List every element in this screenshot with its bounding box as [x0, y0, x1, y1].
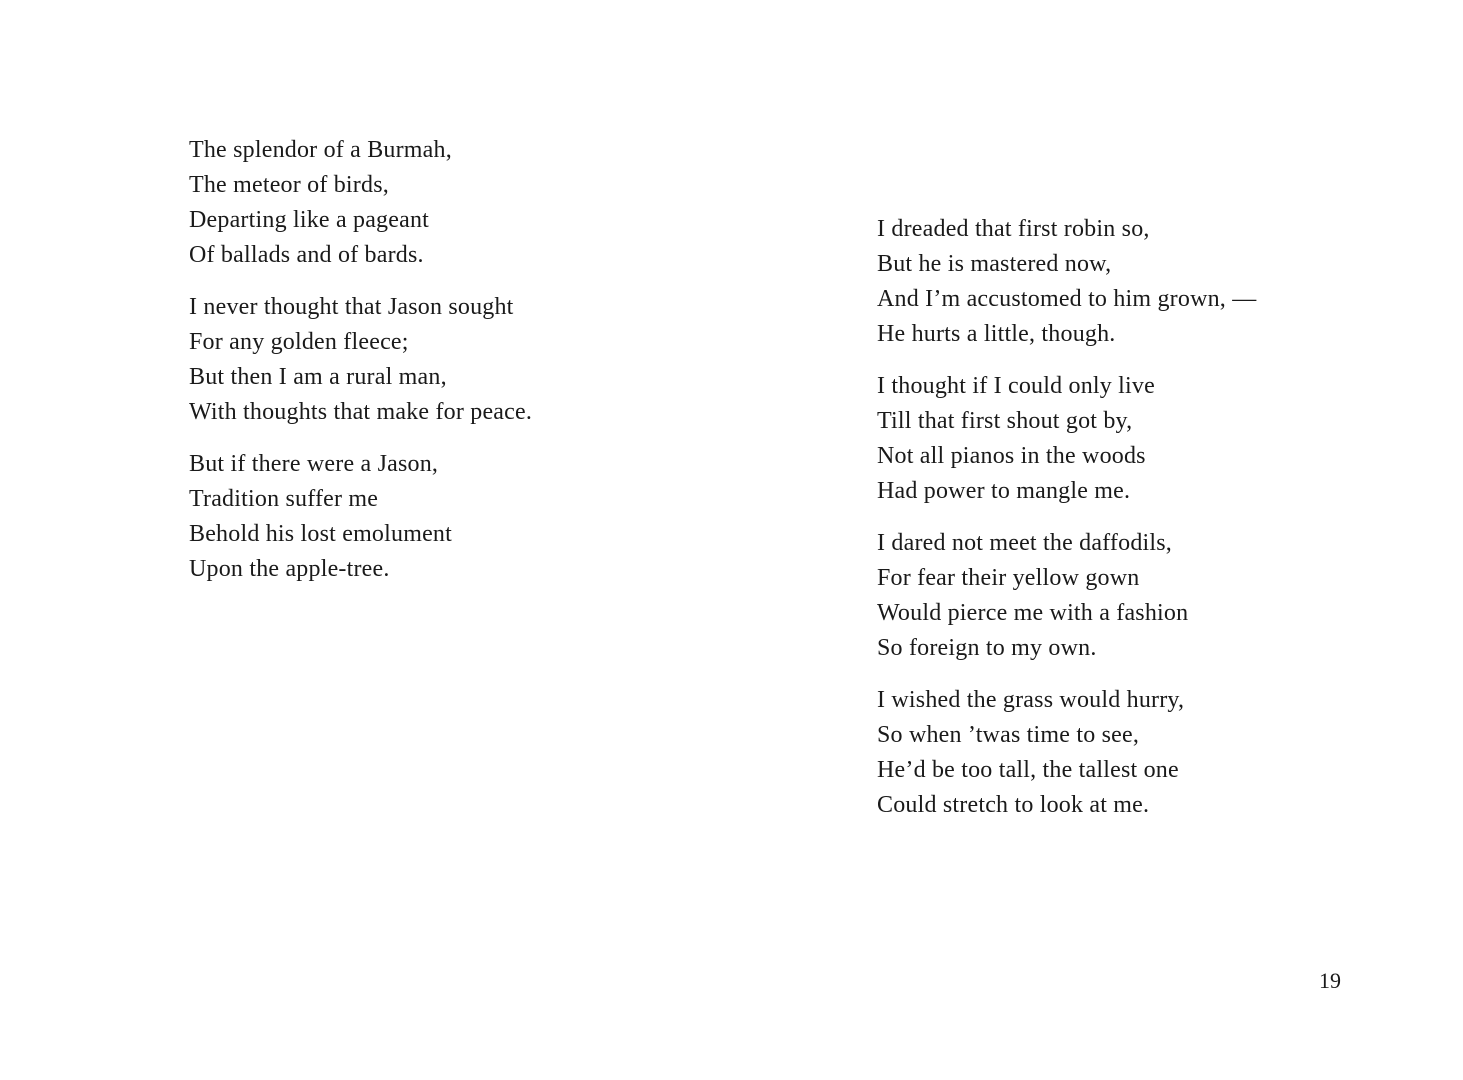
poem-line: But then I am a rural man,	[189, 364, 447, 390]
poem-line: Upon the apple-tree.	[189, 556, 390, 582]
stanza	[877, 683, 1256, 823]
poem-line: I dared not meet the daffodils,	[877, 530, 1172, 556]
right-poem-column	[877, 212, 1256, 840]
poem-line: For any golden fleece;	[189, 329, 409, 355]
page-number: 19	[1319, 968, 1341, 993]
poem-line: I wished the grass would hurry,	[877, 687, 1185, 713]
poem-line: Could stretch to look at me.	[877, 792, 1150, 818]
poem-line: Of ballads and of bards.	[189, 242, 424, 268]
poem-line: Would pierce me with a fashion	[877, 600, 1189, 626]
poem-line: He hurts a little, though.	[877, 321, 1116, 347]
poem-line: Departing like a pageant	[189, 207, 430, 233]
poem-line: For fear their yellow gown	[877, 565, 1140, 591]
poem-line: But he is mastered now,	[877, 251, 1112, 277]
poem-line: He’d be too tall, the tallest one	[877, 757, 1179, 783]
poem-line: Tradition suffer me	[189, 486, 379, 512]
poem-line: Not all pianos in the woods	[877, 443, 1146, 469]
poem-line: The splendor of a Burmah,	[189, 137, 452, 163]
left-poem-column	[189, 133, 532, 604]
poem-line: Had power to mangle me.	[877, 478, 1131, 504]
poem-line: So when ’twas time to see,	[877, 722, 1140, 748]
stanza	[189, 290, 532, 430]
stanza	[877, 369, 1256, 509]
poem-line: So foreign to my own.	[877, 635, 1097, 661]
poem-line: The meteor of birds,	[189, 172, 389, 198]
stanza	[189, 447, 532, 587]
stanza	[877, 212, 1256, 352]
poem-line: I dreaded that first robin so,	[877, 216, 1150, 242]
poem-line: I thought if I could only live	[877, 373, 1155, 399]
poem-line: But if there were a Jason,	[189, 451, 439, 477]
poem-line: I never thought that Jason sought	[189, 294, 514, 320]
stanza	[189, 133, 532, 273]
stanza	[877, 526, 1256, 666]
poem-line: With thoughts that make for peace.	[189, 399, 533, 425]
poem-line: Till that first shout got by,	[877, 408, 1133, 434]
poem-line: And I’m accustomed to him grown, —	[877, 286, 1257, 312]
poem-line: Behold his lost emolument	[189, 521, 452, 547]
